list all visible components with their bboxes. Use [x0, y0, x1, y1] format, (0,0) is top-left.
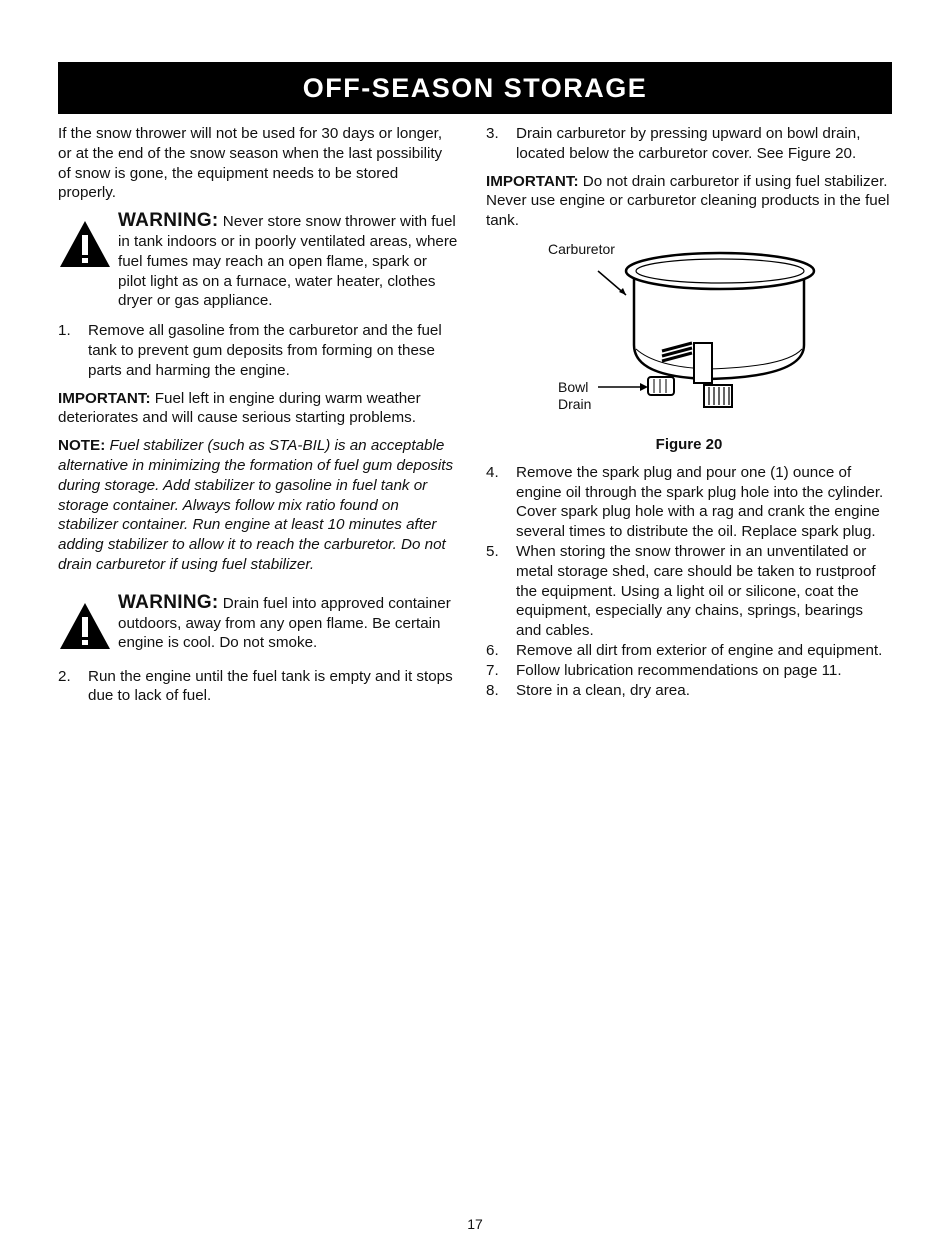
figure-caption: Figure 20	[655, 435, 723, 453]
step-2	[58, 667, 458, 707]
step-7	[486, 661, 892, 681]
important-label: IMPORTANT:	[486, 172, 579, 190]
note-text: Fuel stabilizer (such as STA-BIL) is an acceptable alternative in minimizing the formation of fuel gum deposits during storage. Add stabilizer to gasoline in fuel tank or storage container. Always follow mix ratio found on stabilizer container. Run engine at least 10 minutes after adding stabilizer to allow it to reach the carburetor. Do not drain carburetor if using fuel stabilizer.	[58, 437, 454, 573]
warning-text	[118, 593, 458, 657]
step-text: Follow lubrication recommendations on page 11.	[516, 661, 842, 679]
warning-text	[118, 211, 458, 311]
warning-label: WARNING:	[118, 210, 219, 232]
step-5	[486, 542, 892, 641]
drain-label: Drain	[558, 395, 592, 412]
step-number: 6.	[486, 641, 499, 659]
step-number: 4.	[486, 463, 499, 481]
warning-block-fuel-storage	[58, 211, 458, 311]
step-text: Remove all gasoline from the carburetor and the fuel tank to prevent gum deposits from forming on these parts and harming the engine.	[88, 322, 442, 379]
step-text: Remove all dirt from exterior of engine and equipment.	[516, 641, 883, 659]
page-title: OFF-SEASON STORAGE	[302, 72, 648, 103]
intro-paragraph: If the snow thrower will not be used for 30 days or longer, or at the end of the snow season when the last possibility of snow is gone, the equipment needs to be stored properly.	[58, 125, 443, 202]
left-column	[58, 124, 458, 714]
important-text: Do not drain carburetor if using fuel stabilizer. Never use engine or carburetor cleaning products in the fuel tank.	[486, 172, 890, 230]
carburetor-illustration	[486, 239, 892, 435]
step-list	[486, 463, 892, 701]
step-text: Store in a clean, dry area.	[516, 681, 690, 699]
step-number: 5.	[486, 542, 499, 560]
step-text: Drain carburetor by pressing upward on bowl drain, located below the carburetor cover. See Figure 20.	[516, 125, 861, 162]
carburetor-label: Carburetor	[548, 240, 615, 257]
note-label: NOTE:	[58, 437, 106, 455]
important-paragraph	[486, 172, 892, 231]
step-text: Run the engine until the fuel tank is empty and it stops due to lack of fuel.	[88, 667, 453, 705]
step-text: When storing the snow thrower in an unventilated or metal storage shed, care should be taken to rustproof the equipment. Using a light oil or silicone, coat the equipment, especially any chains, springs, bearings and cables.	[516, 542, 876, 640]
step-number: 8.	[486, 681, 499, 699]
step-number: 3.	[486, 125, 499, 142]
figure-20-carburetor	[486, 239, 892, 435]
step-3	[486, 124, 892, 164]
warning-body: Drain fuel into approved container outdoors, away from any open flame. Be certain engine is cool. Do not smoke.	[118, 594, 451, 652]
step-1	[58, 321, 458, 380]
warning-label: WARNING:	[118, 591, 219, 613]
warning-triangle-icon	[58, 211, 118, 311]
step-4	[486, 463, 892, 542]
important-text: Fuel left in engine during warm weather deteriorates and will cause serious starting problems.	[58, 389, 421, 427]
section-banner	[58, 62, 892, 114]
warning-block-drain-fuel	[58, 593, 458, 657]
page-number: 17	[467, 1216, 483, 1232]
right-column	[486, 124, 892, 700]
step-6	[486, 641, 892, 661]
warning-triangle-icon	[58, 593, 118, 657]
step-text: Remove the spark plug and pour one (1) ounce of engine oil through the spark plug hole into the cylinder. Cover spark plug hole with a rag and crank the engine several times to distribute the oil. Replace spark plug.	[516, 463, 884, 541]
bowl-label: Bowl	[558, 378, 589, 395]
important-label: IMPORTANT:	[58, 389, 151, 407]
warning-body: Never store snow thrower with fuel in tank indoors or in poorly ventilated areas, where fuel fumes may reach an open flame, spark or pilot light as on a furnace, water heater, clothes dryer or gas appliance.	[118, 213, 458, 310]
step-number: 7.	[486, 661, 499, 679]
step-number: 2.	[58, 667, 71, 685]
note-paragraph	[58, 436, 458, 575]
step-8	[486, 681, 892, 701]
important-paragraph	[58, 389, 458, 429]
step-number: 1.	[58, 322, 71, 340]
